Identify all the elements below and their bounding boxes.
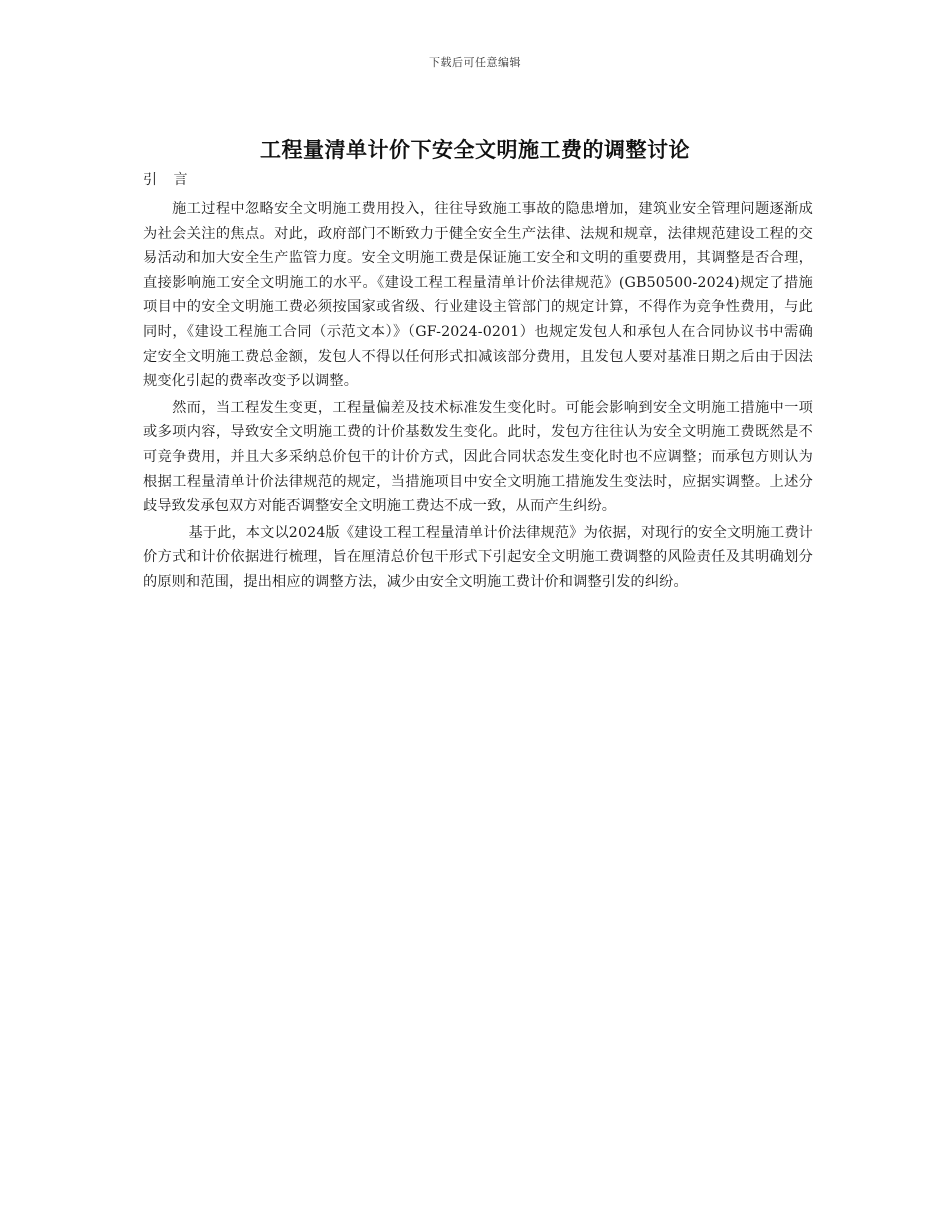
paragraph: 基于此，本文以2024版《建设工程工程量清单计价法律规范》为依据，对现行的安全文明施工费计价方式和计价依据进行梳理，旨在厘清总价包干形式下引起安全文明施工费调整的风险责任及其明确划分的原则和范围，提出相应的调整方法，减少由安全文明施工费计价和调整引发的纠纷。	[143, 524, 813, 590]
document-title: 工程量清单计价下安全文明施工费的调整讨论	[260, 137, 690, 162]
page-header-note: 下载后可任意编辑	[429, 56, 521, 69]
paragraph: 然而，当工程发生变更，工程量偏差及技术标准发生变化时。可能会影响到安全文明施工措施中一项或多项内容，导致安全文明施工费的计价基数发生变化。此时，发包方往往认为安全文明施工费既然是不可竞争费用，并且大多采纳总价包干的计价方式，因此合同状态发生变化时也不应调整；而承包方则认为根据工程量清单计价法律规范的规定，当措施项目中安全文明施工措施发生变法时，应据实调整。上述分歧导致发承包双方对能否调整安全文明施工费达不成一致，从而产生纠纷。	[143, 399, 813, 515]
document-body	[143, 197, 813, 595]
section-heading: 引 言	[143, 172, 194, 188]
paragraph: 施工过程中忽略安全文明施工费用投入，往往导致施工事故的隐患增加，建筑业安全管理问题逐渐成为社会关注的焦点。对此，政府部门不断致力于健全安全生产法律、法规和规章，法律规范建设工程的交易活动和加大安全生产监管力度。安全文明施工费是保证施工安全和文明的重要费用，其调整是否合理，直接影响施工安全文明施工的水平。《建设工程工程量清单计价法律规范》(GB50500-2024)规定了措施项目中的安全文明施工费必须按国家或省级、行业建设主管部门的规定计算，不得作为竞争性费用，与此同时，《建设工程施工合同（示范文本）》（GF-2024-0201）也规定发包人和承包人在合同协议书中需确定安全文明施工费总金额，发包人不得以任何形式扣减该部分费用，且发包人要对基准日期之后由于因法规变化引起的费率改变予以调整。	[143, 201, 813, 390]
